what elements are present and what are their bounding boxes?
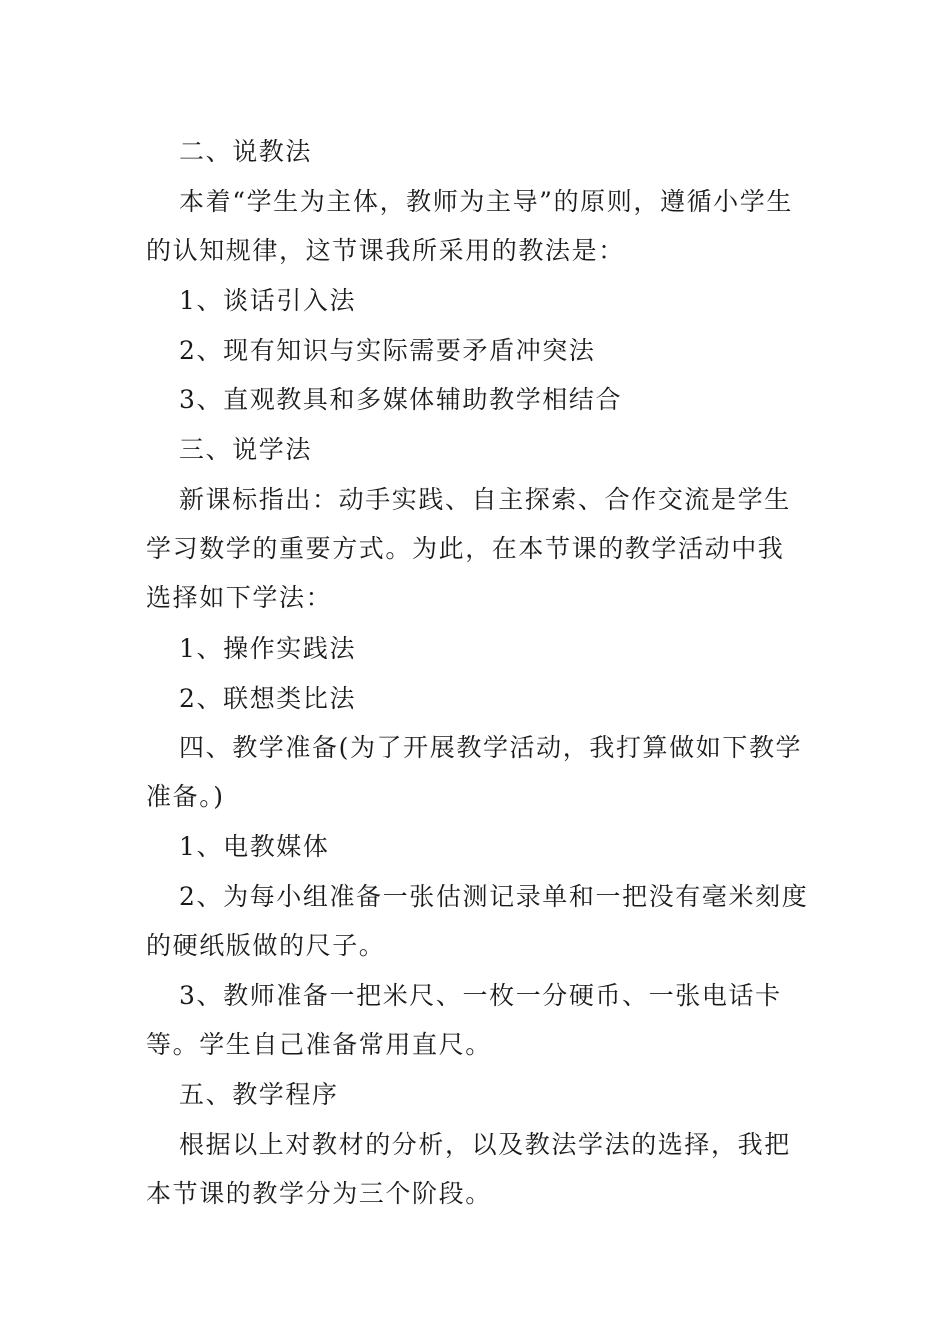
list-item-prep-3: 3、教师准备一把米尺、一枚一分硬币、一张电话卡等。学生自己准备常用直尺。 xyxy=(146,981,782,1059)
heading-learning-methods: 三、说学法 xyxy=(179,435,313,464)
list-item-learning-2: 2、联想类比法 xyxy=(179,684,357,713)
paragraph-three-stages: 根据以上对教材的分析，以及教法学法的选择，我把本节课的教学分为三个阶段。 xyxy=(146,1130,791,1208)
list-item-prep-2: 2、为每小组准备一张估测记录单和一把没有毫米刻度的硬纸版做的尺子。 xyxy=(146,882,809,960)
paragraph-teaching-principle: 本着“学生为主体，教师为主导”的原则，遵循小学生的认知规律，这节课我所采用的教法是： xyxy=(146,187,793,265)
list-item-prep-1: 1、电教媒体 xyxy=(179,832,330,861)
heading-teaching-procedure: 五、教学程序 xyxy=(179,1080,339,1109)
heading-teaching-methods: 二、说教法 xyxy=(179,137,313,166)
list-item-method-2: 2、现有知识与实际需要矛盾冲突法 xyxy=(179,336,596,365)
heading-teaching-preparation: 四、教学准备(为了开展教学活动，我打算做如下教学准备。) xyxy=(146,733,803,811)
paragraph-curriculum-standard: 新课标指出：动手实践、自主探索、合作交流是学生学习数学的重要方式。为此，在本节课的教学活动中我选择如下学法： xyxy=(146,485,791,612)
list-item-method-1: 1、谈话引入法 xyxy=(179,286,357,315)
list-item-learning-1: 1、操作实践法 xyxy=(179,634,357,663)
list-item-method-3: 3、直观教具和多媒体辅助教学相结合 xyxy=(179,385,623,414)
